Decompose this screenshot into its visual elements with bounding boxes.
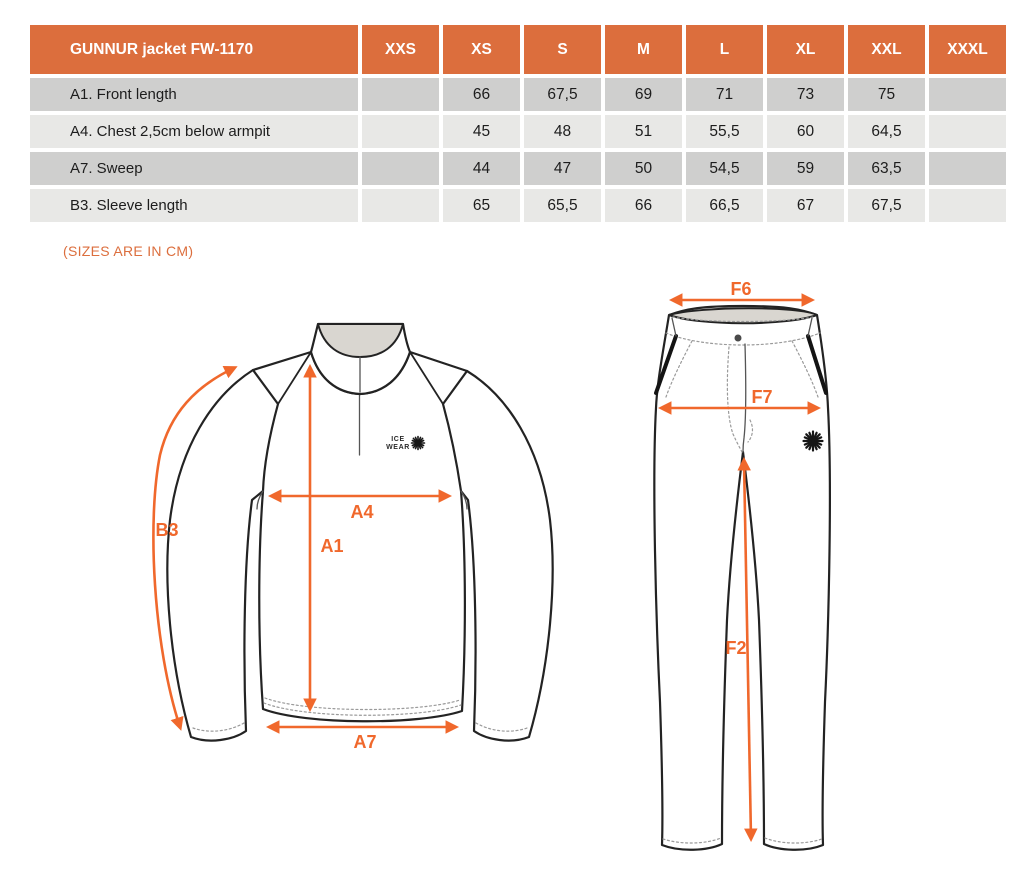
measurement-value: 65,5: [524, 189, 601, 222]
measurement-value: 63,5: [848, 152, 925, 185]
measurement-value: [362, 115, 439, 148]
measurement-value: 65: [443, 189, 520, 222]
jacket-right-sleeve: [461, 371, 553, 741]
measurement-value: [362, 152, 439, 185]
measurement-value: 48: [524, 115, 601, 148]
measurement-label: A7. Sweep: [30, 152, 358, 185]
a1-label: A1: [320, 536, 344, 556]
a4-label: A4: [350, 502, 374, 522]
f6-label: F6: [730, 279, 752, 299]
b3-label: B3: [155, 520, 179, 540]
measurement-value: 64,5: [848, 115, 925, 148]
measurement-value: 47: [524, 152, 601, 185]
size-column-header-xl: XL: [767, 25, 844, 74]
measurement-value: 54,5: [686, 152, 763, 185]
measurement-value: 69: [605, 78, 682, 111]
measurement-value: 55,5: [686, 115, 763, 148]
measurement-value: [929, 152, 1006, 185]
size-column-header-xxs: XXS: [362, 25, 439, 74]
size-column-header-m: M: [605, 25, 682, 74]
measurement-value: [929, 78, 1006, 111]
measurement-value: 71: [686, 78, 763, 111]
a7-label: A7: [353, 732, 377, 752]
table-row: [30, 115, 1006, 148]
measurement-value: 67,5: [848, 189, 925, 222]
measurement-label: B3. Sleeve length: [30, 189, 358, 222]
measurement-value: 60: [767, 115, 844, 148]
jacket-diagram: [140, 295, 570, 760]
size-column-header-s: S: [524, 25, 601, 74]
table-header-row: [30, 25, 1006, 74]
table-row: [30, 78, 1006, 111]
logo-text-wear: WEAR: [386, 444, 410, 451]
measurement-value: 59: [767, 152, 844, 185]
size-column-header-xxl: XXL: [848, 25, 925, 74]
measurement-value: 51: [605, 115, 682, 148]
product-name-header: GUNNUR jacket FW-1170: [30, 25, 358, 74]
jacket-left-sleeve: [167, 370, 263, 741]
measurement-value: [929, 115, 1006, 148]
logo-snowflake-icon: [412, 437, 425, 450]
measurement-value: [362, 78, 439, 111]
pants-diagram: [640, 275, 850, 860]
f7-label: F7: [751, 387, 773, 407]
measurement-label: A1. Front length: [30, 78, 358, 111]
measurement-value: [929, 189, 1006, 222]
f2-label: F2: [725, 638, 747, 658]
waist-button: [735, 335, 742, 342]
pants-body: [654, 306, 830, 850]
sizes-unit-note: (SIZES ARE IN CM): [63, 243, 194, 259]
measurement-value: 50: [605, 152, 682, 185]
table-row: [30, 152, 1006, 185]
measurement-value: 67,5: [524, 78, 601, 111]
measurement-value: 75: [848, 78, 925, 111]
size-table: [26, 21, 1010, 226]
measurement-value: 66: [443, 78, 520, 111]
logo-text-ice: ICE: [391, 436, 405, 443]
hip-snowflake-icon: [804, 432, 823, 451]
size-column-header-l: L: [686, 25, 763, 74]
measurement-value: 67: [767, 189, 844, 222]
measurement-value: 73: [767, 78, 844, 111]
measurement-value: 66,5: [686, 189, 763, 222]
size-column-header-xs: XS: [443, 25, 520, 74]
measurement-value: [362, 189, 439, 222]
measurement-value: 66: [605, 189, 682, 222]
table-row: [30, 189, 1006, 222]
size-column-header-xxxl: XXXL: [929, 25, 1006, 74]
measurement-label: A4. Chest 2,5cm below armpit: [30, 115, 358, 148]
measurement-value: 44: [443, 152, 520, 185]
measurement-value: 45: [443, 115, 520, 148]
